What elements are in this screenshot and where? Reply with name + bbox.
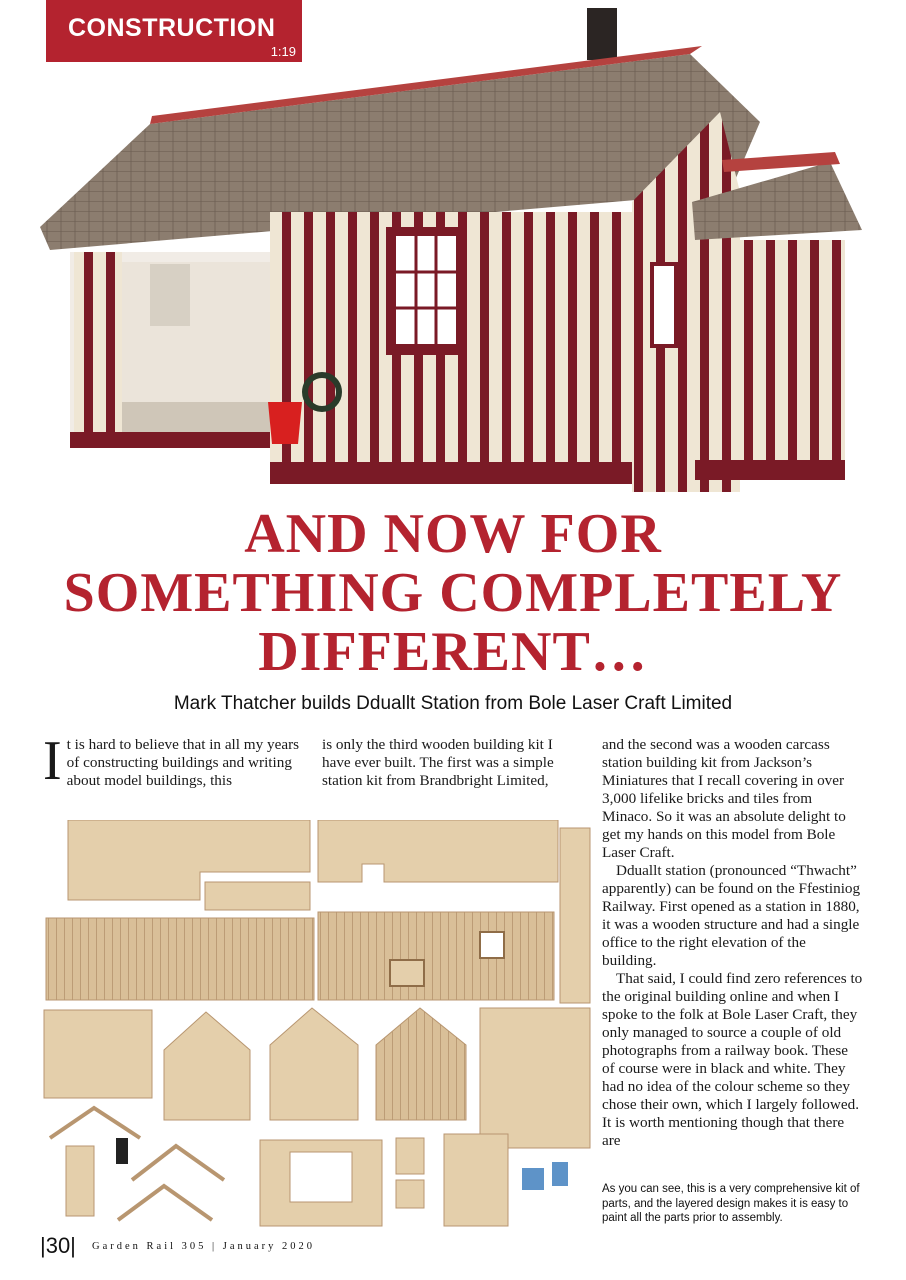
body-column-2 <box>322 736 580 790</box>
truss <box>132 1146 224 1180</box>
col2-text: is only the third wooden building kit I have ever built. The first was a simple station kit from Brandbright Limited, <box>322 736 554 789</box>
rail-part <box>66 1146 94 1216</box>
gable-part <box>164 1012 250 1120</box>
opening-paragraph <box>43 730 301 792</box>
truss <box>118 1186 212 1220</box>
drop-cap: I <box>43 730 62 792</box>
bench-part <box>205 882 310 910</box>
wall-panel <box>318 820 558 882</box>
gable-part <box>270 1008 358 1120</box>
body-column-1 <box>43 730 301 792</box>
plank-wall-window <box>318 912 554 1000</box>
photo-caption: As you can see, this is a very comprehensive kit of parts, and the layered design makes it is easy to paint all the parts prior to assembly. <box>602 1183 860 1224</box>
roof-part <box>44 1010 152 1098</box>
chimney <box>587 8 617 60</box>
plank-wall <box>46 918 314 1000</box>
scale-label: 1:19 <box>270 44 296 59</box>
glazing-sheet <box>552 1162 568 1186</box>
col3-paragraph-2: Dduallt station (pronounced “Thwacht” apparently) can be found on the Ffestiniog Railway. First opened as a station in 1880, it was a wooden structure and had a single office to the right elevation of the building. <box>602 862 861 969</box>
headline-line-1: AND NOW FOR <box>244 503 662 565</box>
headline-line-2: SOMETHING COMPLETELY <box>63 562 843 624</box>
small-part <box>396 1138 424 1174</box>
annex-wall <box>695 240 845 472</box>
side-strip <box>560 828 590 1003</box>
page-number: |30| <box>40 1233 76 1258</box>
black-part <box>116 1138 128 1164</box>
section-label: CONSTRUCTION <box>68 14 276 42</box>
station-model-photo <box>40 2 870 510</box>
col3-paragraph-3: That said, I could find zero references to the original building online and when I spoke to the folk at Bole Laser Craft, they only managed to source a couple of old photographs from a railway book. These of course were in black and white. They had no idea of the colour scheme so they chose their own, which I largely followed. It is worth mentioning though that there are <box>602 970 863 1149</box>
headline-line-3: DIFFERENT… <box>258 621 648 683</box>
col1-text: t is hard to believe that in all my years of constructing buildings and writing about model buildings, this <box>66 736 300 789</box>
standfirst: Mark Thatcher builds Dduallt Station from Bole Laser Craft Limited <box>173 693 733 714</box>
fire-bucket <box>268 402 302 444</box>
brick-sheet <box>480 1008 590 1148</box>
small-part <box>396 1180 424 1208</box>
poster <box>150 264 190 326</box>
headline <box>0 505 906 682</box>
body-column-3 <box>602 736 864 1150</box>
small-part <box>444 1134 508 1226</box>
truss <box>50 1108 140 1138</box>
gable-part <box>376 1008 466 1120</box>
kit-parts-photo <box>40 820 600 1240</box>
magazine-issue: Garden Rail 305 | January 2020 <box>92 1241 316 1252</box>
col3-paragraph-1: and the second was a wooden carcass station building kit from Jackson’s Miniatures that I recall covering in over 3,000 lifelike bricks and tiles from Minaco. So it was an absolute delight to get my hands on this model from Bole Laser Craft. <box>602 736 846 861</box>
glazing-sheet <box>522 1168 544 1190</box>
